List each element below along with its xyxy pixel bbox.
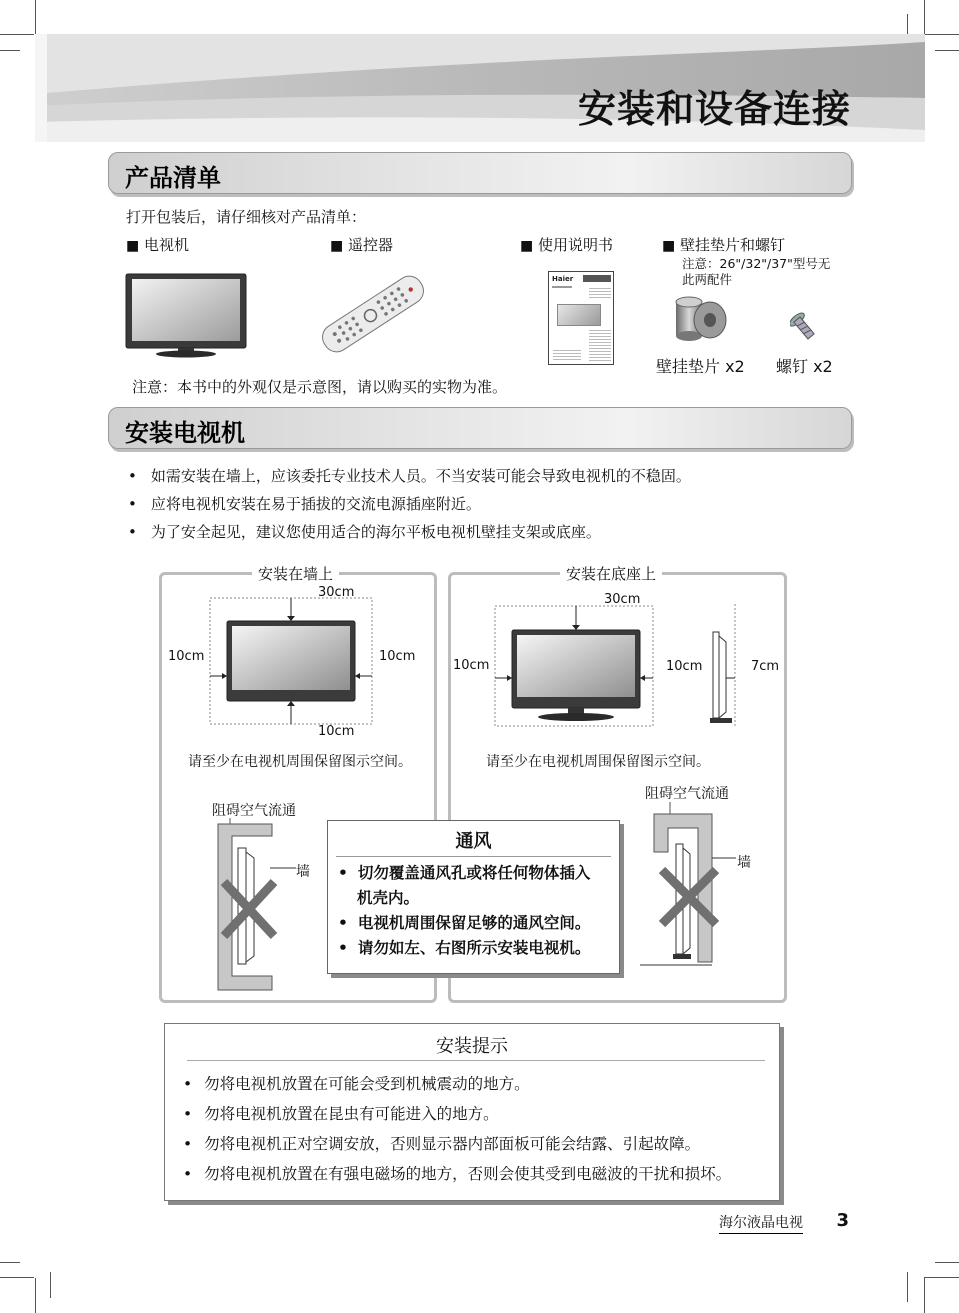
- item-label: 使用说明书: [538, 236, 614, 254]
- item-label: 电视机: [144, 236, 190, 254]
- spacer-image: [672, 296, 728, 342]
- ventilation-bullet-cont: 机壳内。: [357, 889, 420, 907]
- item-label: 壁挂垫片和螺钉: [680, 236, 786, 254]
- tip-item: • 勿将电视机放置在有强电磁场的地方，否则会使其受到电磁波的干扰和损坏。: [183, 1165, 732, 1183]
- section-title: 安装电视机: [125, 419, 245, 447]
- bullet-icon: •: [183, 1165, 193, 1183]
- crop-mark: [0, 50, 20, 51]
- screw-label: 螺钉 x2: [776, 357, 833, 376]
- ventilation-title: 通风: [455, 831, 492, 852]
- bullet-icon: •: [128, 467, 137, 485]
- bullet-icon: •: [338, 939, 348, 957]
- crop-mark: [0, 34, 34, 35]
- manual-image: [548, 271, 614, 365]
- stand-blocked-diagram: [640, 802, 750, 970]
- wall-blocked-label: 阻碍空气流通: [212, 803, 296, 819]
- bullet-icon: •: [128, 523, 137, 541]
- ventilation-bullet: • 切勿覆盖通风孔或将任何物体插入: [338, 864, 591, 882]
- divider: [187, 1060, 765, 1061]
- item-note-line: 注意：26"/32"/37"型号无: [682, 256, 831, 271]
- contents-note: 注意：本书中的外观仅是示意图，请以购买的实物为准。: [132, 378, 508, 396]
- stand-dim-right: 10cm: [666, 659, 703, 674]
- crop-mark: [35, 1278, 36, 1313]
- item-label: 遥控器: [348, 236, 394, 254]
- page-number: 3: [836, 1210, 849, 1231]
- wall-label: 墙: [296, 864, 310, 880]
- item-note-line: 此两配件: [682, 272, 733, 287]
- remote-image: [318, 270, 428, 358]
- section-title: 产品清单: [125, 164, 221, 192]
- crop-mark: [0, 1277, 34, 1278]
- square-icon: ■: [520, 238, 534, 254]
- tip-item: • 勿将电视机正对空调安放，否则显示器内部面板可能会结露、引起故障。: [183, 1135, 701, 1153]
- crop-mark: [935, 1262, 959, 1263]
- tip-item: • 勿将电视机放置在可能会受到机械震动的地方。: [183, 1075, 530, 1093]
- footer-brand: 海尔液晶电视: [719, 1212, 803, 1234]
- stand-dim-side: 7cm: [751, 659, 780, 674]
- square-icon: ■: [330, 238, 344, 254]
- stand-caption: 请至少在电视机周围保留图示空间。: [486, 754, 710, 770]
- install-bullet: • 为了安全起见，建议您使用适合的海尔平板电视机壁挂支架或底座。: [128, 523, 601, 541]
- wall-mount-label: 安装在墙上: [252, 563, 339, 584]
- wall-dim-bottom: 10cm: [318, 724, 355, 739]
- square-icon: ■: [662, 238, 676, 254]
- section-bar-install: [108, 407, 852, 449]
- stand-dim-left: 10cm: [453, 658, 490, 673]
- crop-mark: [0, 1262, 20, 1263]
- crop-mark: [924, 1278, 925, 1313]
- crop-mark: [907, 1272, 908, 1302]
- wall-mount-diagram: [165, 585, 435, 745]
- stand-mount-label: 安装在底座上: [560, 563, 662, 584]
- crop-mark: [35, 0, 36, 34]
- spacer-label: 壁挂垫片 x2: [656, 357, 745, 376]
- ventilation-box: [327, 820, 620, 974]
- wall-dim-left: 10cm: [168, 649, 205, 664]
- install-bullet: • 如需安装在墙上，应该委托专业技术人员。不当安装可能会导致电视机的不稳固。: [128, 467, 691, 485]
- wall-caption: 请至少在电视机周围保留图示空间。: [188, 754, 412, 770]
- item-remote: [330, 234, 393, 255]
- tip-item: • 勿将电视机放置在昆虫有可能进入的地方。: [183, 1105, 499, 1123]
- crop-mark: [924, 0, 925, 34]
- stand-dim-top: 30cm: [604, 592, 641, 607]
- section-bar-contents: [108, 152, 852, 194]
- item-tv: [126, 234, 189, 255]
- install-tips-box: [164, 1023, 780, 1201]
- stand-blocked-label: 阻碍空气流通: [645, 786, 729, 802]
- manual-brand: Haier: [552, 275, 574, 283]
- bullet-icon: •: [338, 914, 348, 932]
- item-wall-kit: [662, 234, 785, 255]
- tips-title: 安装提示: [436, 1036, 508, 1057]
- bullet-icon: •: [183, 1105, 193, 1123]
- bullet-icon: •: [183, 1135, 193, 1153]
- bullet-icon: •: [128, 495, 137, 513]
- contents-intro: 打开包装后，请仔细核对产品清单：: [126, 208, 367, 226]
- bullet-icon: •: [183, 1075, 193, 1093]
- crop-mark: [924, 1277, 959, 1278]
- item-manual: [520, 234, 613, 255]
- stand-mount-diagram: [452, 590, 782, 740]
- ventilation-bullet: • 电视机周围保留足够的通风空间。: [338, 914, 591, 932]
- divider: [336, 856, 611, 857]
- ventilation-bullet: • 请勿如左、右图所示安装电视机。: [338, 939, 591, 957]
- wall-dim-top: 30cm: [318, 585, 355, 600]
- bullet-icon: •: [338, 864, 348, 882]
- wall-dim-right: 10cm: [379, 649, 416, 664]
- install-bullet: • 应将电视机安装在易于插拔的交流电源插座附近。: [128, 495, 481, 513]
- crop-mark: [50, 1272, 51, 1298]
- tv-image: [124, 272, 248, 358]
- crop-mark: [924, 34, 959, 35]
- crop-mark: [935, 50, 959, 51]
- wall-blocked-diagram: [210, 818, 300, 994]
- screw-image: [790, 312, 818, 344]
- page-title: 安装和设备连接: [577, 87, 851, 131]
- square-icon: ■: [126, 238, 140, 254]
- stand-wall-label: 墙: [737, 855, 751, 871]
